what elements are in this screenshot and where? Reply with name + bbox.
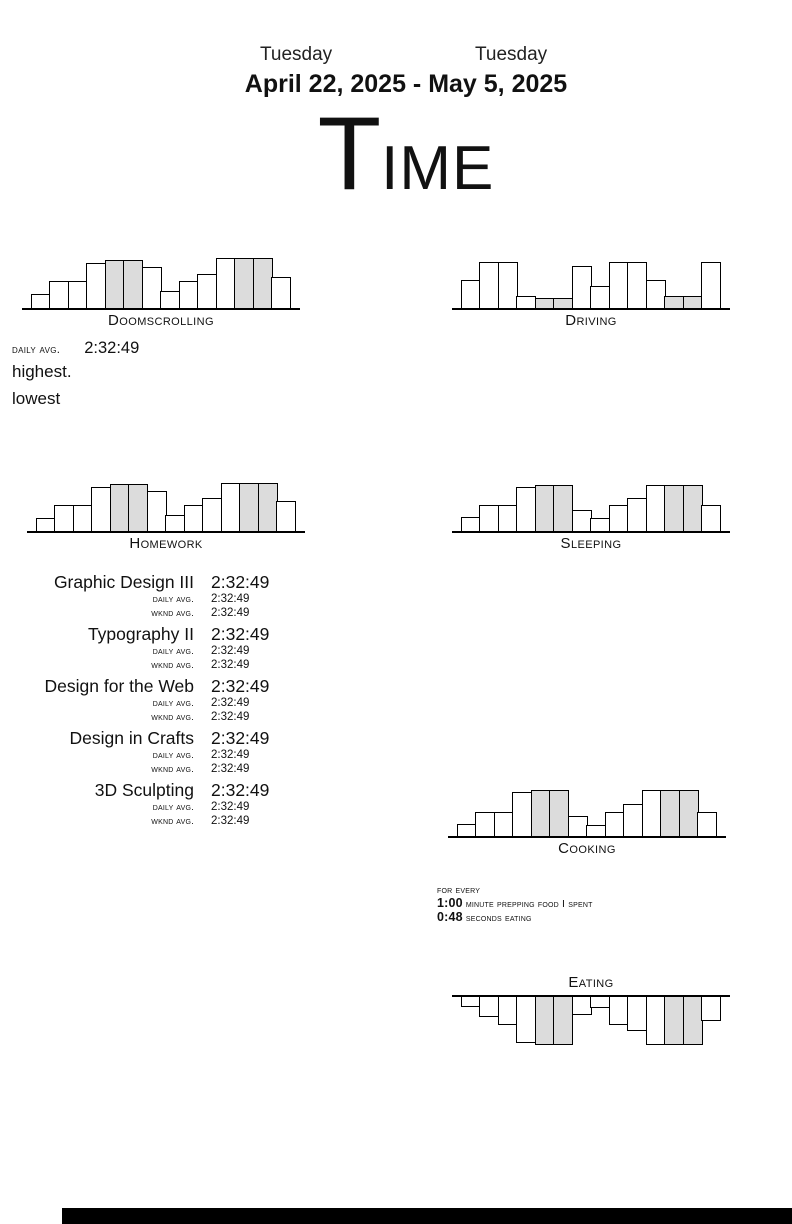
- cooking-note-line3-value: 0:48: [437, 910, 463, 924]
- page-title-initial: T: [317, 96, 382, 212]
- doomscrolling-bar-5: [123, 260, 143, 308]
- eating-bar-12: [683, 997, 703, 1045]
- class-daily-avg-row: [12, 645, 312, 659]
- doomscrolling-bar-9: [197, 274, 217, 308]
- class-main-row: [12, 780, 312, 801]
- homework-class-3: [12, 728, 312, 776]
- doomscrolling-bar-12: [253, 258, 273, 308]
- homework-class-2: [12, 676, 312, 724]
- cooking-bar-0: [457, 824, 477, 836]
- doomscrolling-bar-13: [271, 277, 291, 308]
- class-wknd-avg-label: wknd avg.: [151, 711, 194, 723]
- cooking-bar-12: [679, 790, 699, 836]
- cooking-note-line2-value: 1:00: [437, 896, 463, 910]
- doomscrolling-bar-8: [179, 281, 199, 308]
- doomscrolling-bar-10: [216, 258, 236, 308]
- doomscrolling-label: Doomscrolling: [108, 312, 214, 329]
- sleeping-bar-10: [646, 485, 666, 531]
- eating-bar-9: [627, 997, 647, 1031]
- driving-bar-6: [572, 266, 592, 308]
- eating-label: Eating: [568, 974, 614, 991]
- homework-chart: [27, 479, 305, 552]
- class-daily-avg-label: daily avg.: [152, 594, 194, 605]
- class-main-row: [12, 572, 312, 593]
- cooking-bar-9: [623, 804, 643, 836]
- class-main-row: [12, 624, 312, 645]
- class-wknd-avg-row: [12, 659, 312, 673]
- cooking-note-line2-text: minute prepping food I spent: [465, 898, 593, 910]
- class-daily-avg-value: 2:32:49: [211, 749, 250, 761]
- sleeping-bar-4: [535, 485, 555, 531]
- class-name: Design in Crafts: [69, 728, 194, 748]
- eating-bars: [452, 995, 730, 1049]
- class-wknd-avg-row: [12, 763, 312, 777]
- homework-bar-0: [36, 518, 56, 531]
- class-daily-avg-row: [12, 801, 312, 815]
- homework-class-1: [12, 624, 312, 672]
- homework-bar-13: [276, 501, 296, 531]
- date-range: April 22, 2025 - May 5, 2025: [244, 70, 568, 98]
- driving-bar-12: [683, 296, 703, 308]
- class-total-value: 2:32:49: [211, 676, 270, 696]
- class-daily-avg-label: daily avg.: [152, 750, 194, 761]
- class-daily-avg-value: 2:32:49: [211, 645, 250, 657]
- driving-bar-11: [664, 296, 684, 308]
- driving-bar-7: [590, 286, 610, 308]
- sleeping-bars: [452, 479, 730, 533]
- cooking-bar-1: [475, 812, 495, 836]
- sleeping-bar-2: [498, 505, 518, 531]
- doomscrolling-bar-1: [49, 281, 69, 308]
- class-wknd-avg-value: 2:32:49: [211, 762, 250, 775]
- eating-bar-4: [535, 997, 555, 1045]
- homework-bar-3: [91, 487, 111, 531]
- doomscrolling-bar-3: [86, 263, 106, 308]
- cooking-bar-3: [512, 792, 532, 836]
- cooking-note-line1: for every: [437, 884, 481, 896]
- homework-label: Homework: [129, 535, 203, 552]
- eating-bar-5: [553, 997, 573, 1045]
- class-main-row: [12, 728, 312, 749]
- class-daily-avg-row: [12, 697, 312, 711]
- homework-bar-5: [128, 484, 148, 531]
- sleeping-bar-3: [516, 487, 536, 531]
- weekday-start-label: Tuesday: [260, 44, 333, 65]
- eating-bar-7: [590, 997, 610, 1008]
- driving-bar-13: [701, 262, 721, 308]
- eating-chart: [452, 974, 730, 1049]
- cooking-bar-5: [549, 790, 569, 836]
- class-daily-avg-value: 2:32:49: [211, 697, 250, 709]
- doomscrolling-bar-4: [105, 260, 125, 308]
- eating-bar-0: [461, 997, 481, 1007]
- class-wknd-avg-value: 2:32:49: [211, 814, 250, 827]
- doomscrolling-bar-0: [31, 294, 51, 308]
- class-name: Design for the Web: [44, 676, 194, 696]
- cooking-bar-7: [586, 825, 606, 836]
- class-main-row: [12, 676, 312, 697]
- homework-bar-9: [202, 498, 222, 531]
- sleeping-bar-0: [461, 517, 481, 531]
- driving-bar-5: [553, 298, 573, 308]
- class-daily-avg-row: [12, 749, 312, 763]
- homework-bar-2: [73, 505, 93, 531]
- homework-bar-12: [258, 483, 278, 531]
- class-total-value: 2:32:49: [211, 780, 270, 800]
- sleeping-bar-1: [479, 505, 499, 531]
- class-total-value: 2:32:49: [211, 728, 270, 748]
- cooking-note-line3: [437, 911, 593, 925]
- class-daily-avg-label: daily avg.: [152, 802, 194, 813]
- highest-label: highest.: [12, 362, 72, 381]
- class-name: 3D Sculpting: [94, 780, 194, 800]
- class-wknd-avg-row: [12, 815, 312, 829]
- cooking-bar-11: [660, 790, 680, 836]
- cooking-bar-8: [605, 812, 625, 836]
- sleeping-bar-6: [572, 510, 592, 531]
- sleeping-bar-7: [590, 518, 610, 531]
- doomscrolling-daily-avg-row: [12, 339, 139, 358]
- homework-bar-1: [54, 505, 74, 531]
- class-daily-avg-value: 2:32:49: [211, 593, 250, 605]
- cooking-chart: [448, 784, 726, 857]
- sleeping-bar-8: [609, 505, 629, 531]
- daily-avg-value: 2:32:49: [84, 339, 140, 357]
- class-wknd-avg-row: [12, 711, 312, 725]
- class-wknd-avg-row: [12, 607, 312, 621]
- driving-chart: [452, 256, 730, 329]
- doomscrolling-bar-2: [68, 281, 88, 308]
- cooking-bar-2: [494, 812, 514, 836]
- class-daily-avg-row: [12, 593, 312, 607]
- sleeping-bar-5: [553, 485, 573, 531]
- cooking-bar-13: [697, 812, 717, 836]
- eating-bar-1: [479, 997, 499, 1017]
- cooking-bars: [448, 784, 726, 838]
- driving-label: Driving: [565, 312, 617, 329]
- sleeping-bar-9: [627, 498, 647, 531]
- homework-bars: [27, 479, 305, 533]
- cooking-label: Cooking: [558, 840, 616, 857]
- cooking-bar-6: [568, 816, 588, 836]
- weekday-end-label: Tuesday: [475, 44, 548, 65]
- eating-bar-13: [701, 997, 721, 1021]
- sleeping-label: Sleeping: [560, 535, 622, 552]
- driving-bar-4: [535, 298, 555, 308]
- homework-class-0: [12, 572, 312, 620]
- lowest-label: lowest: [12, 389, 61, 408]
- eating-bar-8: [609, 997, 629, 1025]
- homework-bar-11: [239, 483, 259, 531]
- class-wknd-avg-label: wknd avg.: [151, 659, 194, 671]
- class-total-value: 2:32:49: [211, 572, 270, 592]
- page-title-rest: IME: [381, 134, 495, 203]
- driving-bar-3: [516, 296, 536, 308]
- driving-bar-10: [646, 280, 666, 308]
- eating-bar-2: [498, 997, 518, 1025]
- sleeping-bar-13: [701, 505, 721, 531]
- doomscrolling-bar-7: [160, 291, 180, 308]
- class-wknd-avg-label: wknd avg.: [151, 815, 194, 827]
- eating-bar-11: [664, 997, 684, 1045]
- class-name: Graphic Design III: [53, 572, 194, 592]
- class-daily-avg-label: daily avg.: [152, 646, 194, 657]
- class-daily-avg-value: 2:32:49: [211, 801, 250, 813]
- cooking-note-line3-text: seconds eating: [465, 912, 532, 924]
- driving-bar-1: [479, 262, 499, 308]
- class-wknd-avg-label: wknd avg.: [151, 763, 194, 775]
- cooking-note-line2: [437, 897, 593, 911]
- homework-class-list: [12, 572, 312, 832]
- class-wknd-avg-value: 2:32:49: [211, 606, 250, 619]
- class-wknd-avg-value: 2:32:49: [211, 658, 250, 671]
- sleeping-bar-12: [683, 485, 703, 531]
- class-name: Typography II: [87, 624, 194, 644]
- driving-bar-2: [498, 262, 518, 308]
- footer-bar: [62, 1208, 792, 1224]
- eating-bar-10: [646, 997, 666, 1045]
- class-wknd-avg-value: 2:32:49: [211, 710, 250, 723]
- driving-bar-9: [627, 262, 647, 308]
- doomscrolling-bar-6: [142, 267, 162, 308]
- cooking-bar-10: [642, 790, 662, 836]
- doomscrolling-bars: [22, 256, 300, 310]
- homework-bar-10: [221, 483, 241, 531]
- driving-bar-0: [461, 280, 481, 308]
- class-total-value: 2:32:49: [211, 624, 270, 644]
- doomscrolling-bar-11: [234, 258, 254, 308]
- daily-avg-label: daily avg.: [12, 344, 61, 356]
- homework-class-4: [12, 780, 312, 828]
- homework-bar-4: [110, 484, 130, 531]
- homework-bar-7: [165, 515, 185, 531]
- class-daily-avg-label: daily avg.: [152, 698, 194, 709]
- eating-bar-3: [516, 997, 536, 1043]
- homework-bar-6: [147, 491, 167, 531]
- cooking-note: [437, 884, 593, 925]
- driving-bar-8: [609, 262, 629, 308]
- page-title: [10, 96, 792, 212]
- cooking-bar-4: [531, 790, 551, 836]
- sleeping-chart: [452, 479, 730, 552]
- driving-bars: [452, 256, 730, 310]
- homework-bar-8: [184, 505, 204, 531]
- sleeping-bar-11: [664, 485, 684, 531]
- eating-bar-6: [572, 997, 592, 1015]
- doomscrolling-chart: [22, 256, 300, 329]
- class-wknd-avg-label: wknd avg.: [151, 607, 194, 619]
